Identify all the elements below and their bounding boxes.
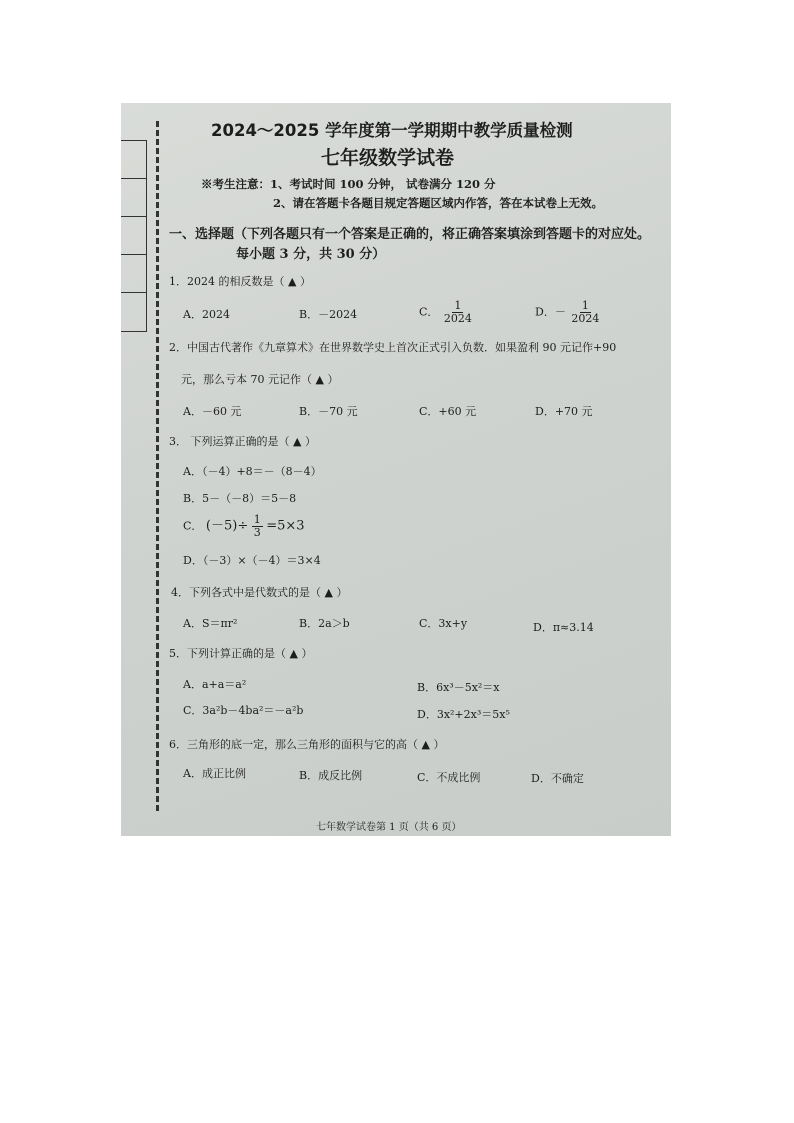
candidate-info-table [121,140,147,332]
q1-option-d-label: D．－ [535,305,566,319]
q4-option-a: A．S＝πr² [183,617,238,630]
q1-option-c-label: C． [419,305,439,319]
exam-subtitle: 七年级数学试卷 [321,147,455,169]
q3-option-b: B．5－（－8）＝5－8 [183,492,297,505]
exam-paper-photo [121,103,671,836]
info-cell [121,255,146,293]
info-cell [121,293,146,330]
q4-option-c: C．3x+y [419,617,468,630]
q1-option-c-fraction [442,300,474,325]
fraction-denominator: 3 [253,526,261,539]
q1-option-d [535,300,601,325]
q5-option-c: C．3a²b－4ba²＝－a²b [183,704,304,717]
question-1-stem: 1．2024 的相反数是（ ▲ ） [169,275,311,288]
q4-option-b: B．2a＞b [299,617,350,630]
q6-option-a: A．成正比例 [183,767,246,780]
fraction-numerator: 1 [253,513,261,526]
notice-text-1: 1、考试时间 100 分钟， 试卷满分 120 分 [270,177,496,191]
notice-line-2: 2、请在答题卡各题目规定答题区域内作答，答在本试卷上无效。 [273,196,603,210]
q1-option-a: A．2024 [183,308,230,321]
q6-option-d: D．不确定 [531,772,584,785]
question-2-stem-line-2: 元，那么亏本 70 元记作（ ▲ ） [181,373,339,386]
q3-option-c-fraction [252,514,263,539]
exam-title: 2024～2025 学年度第一学期期中教学质量检测 [211,121,573,140]
fraction-denominator: 2024 [443,312,472,325]
q4-option-d: D．π≈3.14 [533,621,594,634]
question-4-stem: 4．下列各式中是代数式的是（ ▲ ） [171,586,348,599]
notice-label: ※考生注意： [201,177,270,191]
fraction-numerator: 1 [454,299,462,312]
info-cell [121,179,146,217]
question-6-stem: 6．三角形的底一定，那么三角形的面积与它的高（ ▲ ） [169,738,445,751]
seal-dashed-line [156,121,159,811]
q6-option-b: B．成反比例 [299,769,363,782]
q3-option-a: A．（－4）+8＝－（8－4） [183,465,322,478]
q5-option-d: D．3x²+2x³＝5x⁵ [417,708,510,721]
question-3-stem: 3． 下列运算正确的是（ ▲ ） [169,435,316,448]
q2-option-a: A．－60 元 [183,405,242,418]
notice-line-1 [201,176,496,192]
q3-option-c-label: C． [183,519,203,533]
q3-option-c [183,514,305,539]
section-title: 一、选择题（下列各题只有一个答案是正确的，将正确答案填涂到答题卡的对应处。 [169,227,651,242]
q5-option-a: A．a+a＝a² [183,678,247,691]
q3-option-c-left: (－5)÷ [205,518,249,534]
q3-option-c-right: =5×3 [266,518,305,534]
q5-option-b: B．6x³－5x²＝x [417,681,500,694]
q1-option-b: B．－2024 [299,308,358,321]
info-cell [121,141,146,179]
question-5-stem: 5．下列计算正确的是（ ▲ ） [169,647,313,660]
fraction-numerator: 1 [581,299,589,312]
page-footer: 七年数学试卷第 1 页（共 6 页） [316,822,462,833]
q1-option-c [419,300,474,325]
question-2-stem-line-1: 2．中国古代著作《九章算术》在世界数学史上首次正式引入负数．如果盈利 90 元记作+90 [169,341,617,354]
section-subtitle: 每小题 3 分，共 30 分） [236,247,386,262]
q2-option-d: D．+70 元 [535,405,593,418]
q3-option-d: D．（－3）×（－4）＝3×4 [183,554,321,567]
q2-option-b: B．－70 元 [299,405,358,418]
info-cell [121,217,146,255]
q1-option-d-fraction [569,300,601,325]
fraction-denominator: 2024 [571,312,600,325]
q6-option-c: C．不成比例 [417,771,481,784]
q2-option-c: C．+60 元 [419,405,477,418]
